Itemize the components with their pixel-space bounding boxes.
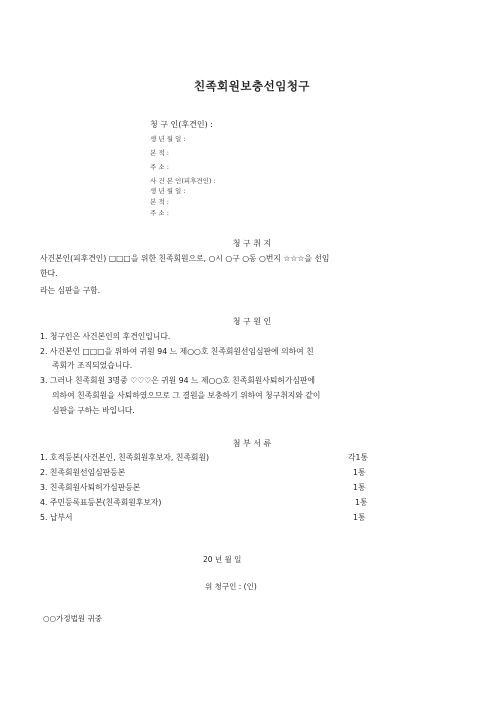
purpose-line: 라는 심판을 구함. (40, 286, 101, 295)
purpose-line: 사건본인(피후견인) □□□을 위한 친족회원으로, ○시 ○구 ○동 ○번지 ☆☆☆을 선임 (40, 254, 330, 263)
attachment-item-qty: 1통 (353, 483, 366, 492)
principal-label: 사 건 본 인(피후견인) : (150, 177, 216, 185)
cause-line: 2. 사건본인 □□□을 위하여 귀원 94 느 제○○호 친족회원선임심판에 의하여 친 (40, 347, 314, 356)
applicant-address-label: 주 소 : (150, 163, 169, 171)
attachments-heading: 첨 부 서 류 (232, 439, 272, 448)
attachment-item-name: 5. 납부서 (40, 513, 73, 522)
cause-line: 1. 청구인은 사건본인의 후견인입니다. (40, 332, 171, 341)
attachment-item-qty: 1통 (355, 498, 368, 507)
cause-line: 심판을 구하는 바입니다. (52, 406, 135, 415)
principal-birthdate-label: 생 년 월 일 : (150, 187, 186, 195)
date-line: 20 년 월 일 (203, 555, 242, 564)
attachment-item-qty: 1통 (353, 513, 366, 522)
attachment-item-qty: 1통 (353, 468, 366, 477)
principal-address-label: 주 소 : (150, 209, 169, 217)
cause-line: 족회가 조직되었습니다. (52, 361, 133, 370)
attachment-item-qty: 각1통 (348, 453, 369, 462)
principal-domicile-label: 본 적 : (150, 198, 169, 206)
court-addressee: ○○가정법원 귀중 (43, 614, 102, 623)
cause-heading: 청 구 원 인 (232, 317, 272, 326)
document-title: 친족회원보충선임청구 (193, 79, 311, 93)
cause-line: 의하여 친족회원을 사퇴하였으므로 그 결원을 보충하기 위하여 청구취지와 같이 (52, 391, 321, 400)
applicant-domicile-label: 본 적 : (150, 149, 169, 157)
attachment-item-name: 3. 친족회원사퇴허가심판등본 (40, 483, 141, 492)
attachment-item-name: 4. 주민등록표등본(친족회원후보자) (40, 498, 162, 507)
purpose-heading: 청 구 취 지 (232, 239, 272, 248)
cause-line: 3. 그러나 친족회원 3명중 ♡♡♡은 귀원 94 느 제○○호 친족회원사퇴허가심판에 (40, 376, 316, 385)
signature-line: 위 청구인 : (인) (205, 582, 257, 591)
attachment-item-name: 1. 호적등본(사건본인, 친족회원후보자, 친족회원) (40, 453, 210, 462)
attachment-item-name: 2. 친족회원선임심판등본 (40, 468, 126, 477)
applicant-label: 청 구 인(후견인) : (150, 120, 213, 129)
purpose-line: 한다. (40, 269, 58, 278)
applicant-birthdate-label: 생 년 월 일 : (150, 135, 186, 143)
